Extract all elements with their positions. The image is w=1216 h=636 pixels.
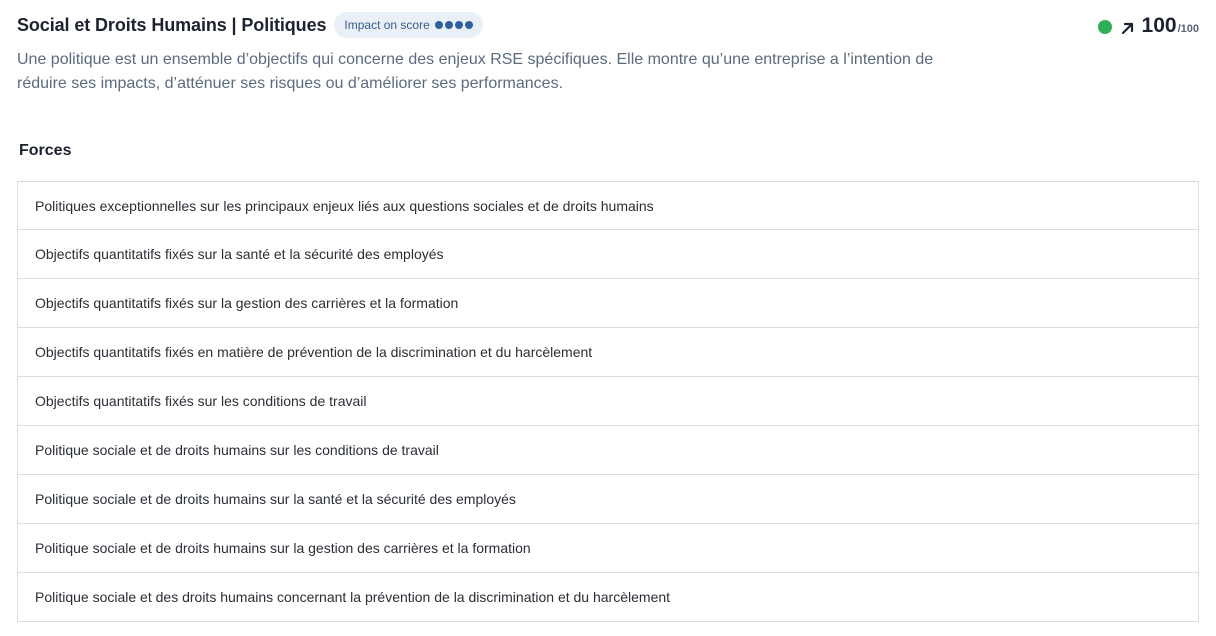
status-dot-icon <box>1098 20 1112 34</box>
list-item: Objectifs quantitatifs fixés sur la gestion des carrières et la formation <box>17 279 1199 328</box>
page-title: Social et Droits Humains | Politiques <box>17 14 327 35</box>
arrow-up-right-icon <box>1120 20 1136 36</box>
score-display <box>1098 14 1199 38</box>
list-item: Objectifs quantitatifs fixés en matière de prévention de la discrimination et du harcèlement <box>17 328 1199 377</box>
list-item: Politique sociale et de droits humains sur la gestion des carrières et la formation <box>17 524 1199 573</box>
list-item: Objectifs quantitatifs fixés sur la santé et la sécurité des employés <box>17 230 1199 279</box>
forces-list <box>17 181 1199 622</box>
impact-dot <box>445 21 453 29</box>
list-item: Politique sociale et de droits humains sur la santé et la sécurité des employés <box>17 475 1199 524</box>
list-item: Politique sociale et de droits humains sur les conditions de travail <box>17 426 1199 475</box>
impact-dots <box>435 21 473 29</box>
impact-on-score-badge[interactable] <box>334 12 482 38</box>
impact-dot <box>465 21 473 29</box>
policy-header <box>17 12 1199 42</box>
impact-dot <box>435 21 443 29</box>
list-item: Politique sociale et des droits humains concernant la prévention de la discrimination et du harcèlement <box>17 573 1199 622</box>
list-item: Objectifs quantitatifs fixés sur les conditions de travail <box>17 377 1199 426</box>
score-value: 100 <box>1141 14 1177 37</box>
title-row <box>17 12 1199 38</box>
list-item: Politiques exceptionnelles sur les principaux enjeux liés aux questions sociales et de droits humains <box>17 181 1199 230</box>
score-max: /100 <box>1177 23 1199 35</box>
forces-title: Forces <box>19 142 72 159</box>
policy-description: Une politique est un ensemble d’objectifs qui concerne des enjeux RSE spécifiques. Elle montre qu’une entreprise a l’intention de réduire ses impacts, d’atténuer ses risques ou d’améliorer ses performances. <box>17 51 934 92</box>
impact-label: Impact on score <box>344 18 430 32</box>
impact-dot <box>455 21 463 29</box>
